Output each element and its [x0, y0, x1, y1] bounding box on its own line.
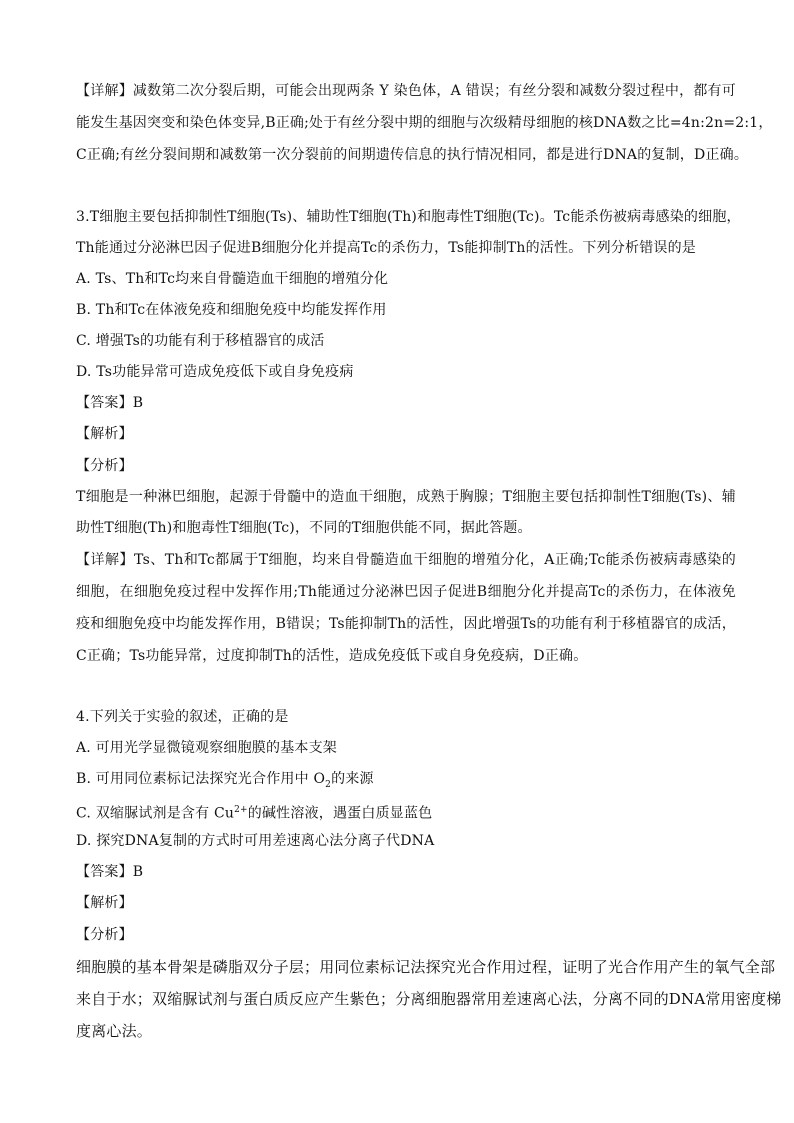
q3-detail-line-4: C正确；Ts功能异常，过度抑制Th的活性，造成免疫低下或自身免疫病，D正确。 — [76, 648, 588, 664]
q4-option-a: A. 可用光学显微镜观察细胞膜的基本支架 — [76, 740, 338, 756]
q3-analysis-line-2: 助性T细胞(Th)和胞毒性T细胞(Tc)，不同的T细胞供能不同，据此答题。 — [76, 520, 532, 536]
q3-jiexi-label: 【解析】 — [76, 426, 133, 442]
q4-option-c-tail: 的碱性溶液，遇蛋白质显蓝色 — [247, 805, 433, 822]
q4-fenxi-label: 【分析】 — [76, 927, 133, 943]
q3-stem-line-1: 3.T细胞主要包括抑制性T细胞(Ts)、辅助性T细胞(Th)和胞毒性T细胞(Tc)。Tc能杀伤被病毒感染的细胞， — [76, 209, 741, 225]
q3-detail-line-2: 细胞，在细胞免疫过程中发挥作用;Th能通过分泌淋巴因子促进B细胞分化并提高Tc的杀伤力，在体液免 — [76, 584, 736, 600]
q4-option-c-text: C. 双缩脲试剂是含有 Cu — [76, 805, 235, 822]
q4-stem: 4.下列关于实验的叙述，正确的是 — [76, 709, 289, 725]
q4-option-d: D. 探究DNA复制的方式时可用差速离心法分离子代DNA — [76, 833, 435, 849]
q3-stem-line-2: Th能通过分泌淋巴因子促进B细胞分化并提高Tc的杀伤力，Ts能抑制Th的活性。下列分析错误的是 — [76, 240, 696, 256]
q4-option-b-subscript: 2 — [325, 779, 332, 790]
q4-option-b — [76, 769, 736, 795]
q3-option-b: B. Th和Tc在体液免疫和细胞免疫中均能发挥作用 — [76, 302, 387, 318]
detail-line-2: 能发生基因突变和染色体变异,B正确;处于有丝分裂中期的细胞与次级精母细胞的核DNA数之比=4n:2n=2:1， — [76, 115, 773, 131]
q4-analysis-line-3: 度离心法。 — [76, 1022, 153, 1040]
q3-answer: 【答案】B — [76, 395, 144, 411]
q3-fenxi-label: 【分析】 — [76, 458, 133, 474]
q3-analysis-line-1: T细胞是一种淋巴细胞，起源于骨髓中的造血干细胞，成熟于胸腺；T细胞主要包括抑制性T细胞(Ts)、辅 — [76, 489, 736, 505]
q4-analysis-line-1: 细胞膜的基本骨架是磷脂双分子层；用同位素标记法探究光合作用过程，证明了光合作用产生的氧气全部 — [76, 958, 776, 976]
q4-option-b-text: B. 可用同位素标记法探究光合作用中 O — [76, 771, 326, 787]
q3-detail-line-3: 疫和细胞免疫中均能发挥作用，B错误；Ts能抑制Th的活性，因此增强Ts的功能有利于移植器官的成活， — [76, 616, 736, 632]
detail-line-3: C正确;有丝分裂间期和减数第一次分裂前的间期遗传信息的执行情况相同，都是进行DNA的复制，D正确。 — [76, 147, 749, 163]
q4-option-c-superscript: 2+ — [234, 805, 248, 815]
q4-analysis-line-2: 来自于水；双缩脲试剂与蛋白质反应产生紫色；分离细胞器常用差速离心法，分离不同的DNA常用密度梯 — [76, 990, 782, 1008]
q3-option-d: D. Ts功能异常可造成免疫低下或自身免疫病 — [76, 364, 354, 380]
q4-jiexi-label: 【解析】 — [76, 895, 133, 911]
detail-line-1: 【详解】减数第二次分裂后期，可能会出现两条 Y 染色体，A 错误；有丝分裂和减数分裂过程中，都有可 — [76, 83, 736, 99]
q4-option-b-tail: 的来源 — [331, 771, 374, 787]
q4-answer: 【答案】B — [76, 864, 144, 880]
q4-option-c — [76, 800, 736, 824]
q3-option-a: A. Ts、Th和Tc均来自骨髓造血干细胞的增殖分化 — [76, 271, 389, 287]
q3-detail-line-1: 【详解】Ts、Th和Tc都属于T细胞，均来自骨髓造血干细胞的增殖分化，A正确;Tc能杀伤被病毒感染的 — [76, 552, 736, 568]
q3-option-c: C. 增强Ts的功能有利于移植器官的成活 — [76, 333, 325, 349]
